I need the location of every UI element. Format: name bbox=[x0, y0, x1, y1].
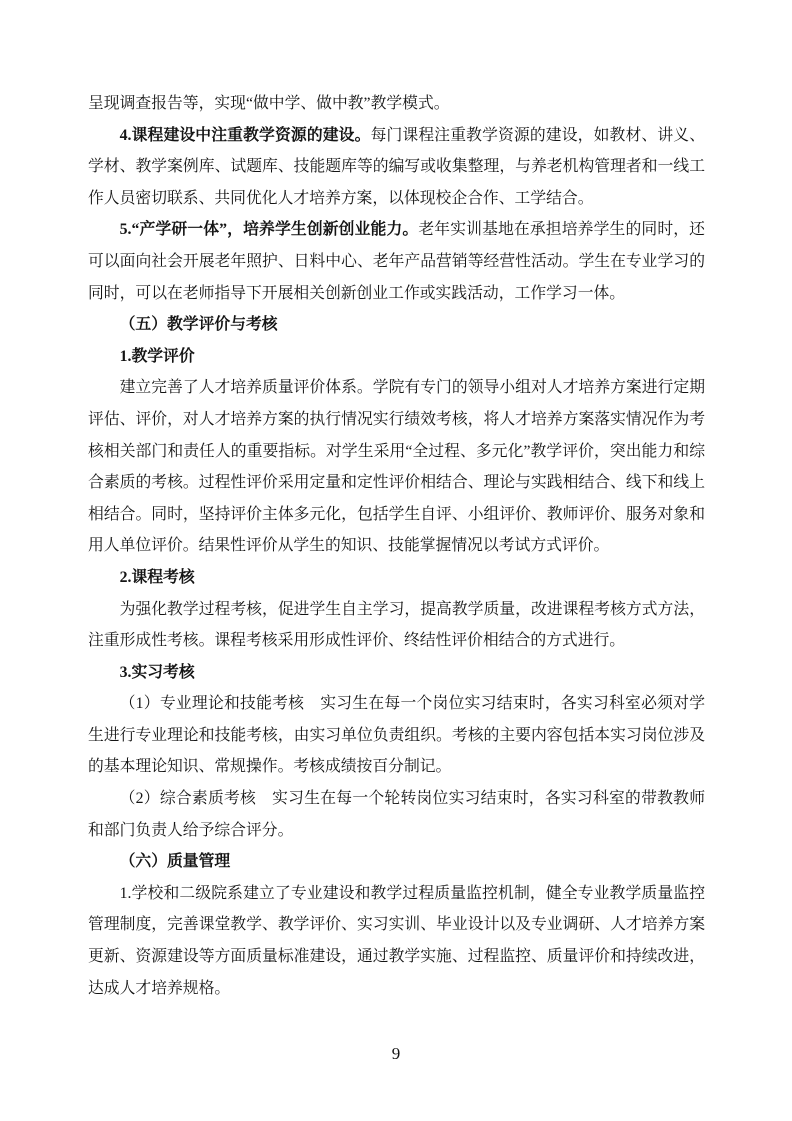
point4-lead-text: 4.课程建设中注重教学资源的建设。 bbox=[119, 126, 371, 144]
paragraph-continuation: 呈现调查报告等，实现“做中学、做中教”教学模式。 bbox=[88, 95, 450, 112]
section5-sub1-heading: 1.教学评价 bbox=[119, 347, 195, 365]
page-number: 9 bbox=[391, 1044, 401, 1063]
section6-heading: （六）质量管理 bbox=[119, 853, 231, 871]
point5-lead-text: 5.“产学研一体”，培养学生创新创业能力。 bbox=[119, 221, 419, 239]
section5-sub2-heading: 2.课程考核 bbox=[119, 568, 195, 586]
section5-sub3-item2: （2）综合素质考核 实习生在每一个轮转岗位实习结束时，各实习科室的带教教师和部门负责人给予综合评分。 bbox=[88, 790, 705, 839]
document-body bbox=[88, 88, 705, 1004]
section5-sub3-heading: 3.实习考核 bbox=[119, 663, 195, 681]
section5-sub1-body: 建立完善了人才培养质量评价体系。学院有专门的领导小组对人才培养方案进行定期评估、评价，对人才培养方案的执行情况实行绩效考核，将人才培养方案落实情况作为考核相关部门和责任人的重要指标。对学生采用“全过程、多元化”教学评价，突出能力和综合素质的考核。过程性评价采用定量和定性评价相结合、理论与实践相结合、线下和线上相结合。同时，坚持评价主体多元化，包括学生自评、小组评价、教师评价、服务对象和用人单位评价。结果性评价从学生的知识、技能掌握情况以考试方式评价。 bbox=[88, 379, 705, 555]
paragraph-point4 bbox=[88, 120, 705, 215]
section5-sub3-item1: （1）专业理论和技能考核 实习生在每一个岗位实习结束时，各实习科室必须对学生进行专业理论和技能考核，由实习单位负责组织。考核的主要内容包括本实习岗位涉及的基本理论知识、常规操作。考核成绩按百分制记。 bbox=[88, 695, 705, 776]
point4-body-text: 每门课程注重教学资源的建设，如教材、讲义、学材、教学案例库、试题库、技能题库等的编写或收集整理，与养老机构管理者和一线工作人员密切联系、共同优化人才培养方案，以体现校企合作、工学结合。 bbox=[88, 126, 705, 207]
paragraph-point5 bbox=[88, 214, 705, 309]
section5-heading: （五）教学评价与考核 bbox=[119, 316, 278, 334]
point5-body-text: 老年实训基地在承担培养学生的同时，还可以面向社会开展老年照护、日料中心、老年产品营销等经营性活动。学生在专业学习的同时，可以在老师指导下开展相关创新创业工作或实践活动，工作学习一体。 bbox=[88, 221, 705, 302]
section5-sub2-body: 为强化教学过程考核，促进学生自主学习，提高教学质量，改进课程考核方式方法，注重形成性考核。课程考核采用形成性评价、终结性评价相结合的方式进行。 bbox=[88, 600, 705, 650]
section6-body: 1.学校和二级院系建立了专业建设和教学过程质量监控机制，健全专业教学质量监控管理制度，完善课堂教学、教学评价、实习实训、毕业设计以及专业调研、人才培养方案更新、资源建设等方面质量标准建设，通过教学实施、过程监控、质量评价和持续改进，达成人才培养规格。 bbox=[88, 884, 705, 997]
